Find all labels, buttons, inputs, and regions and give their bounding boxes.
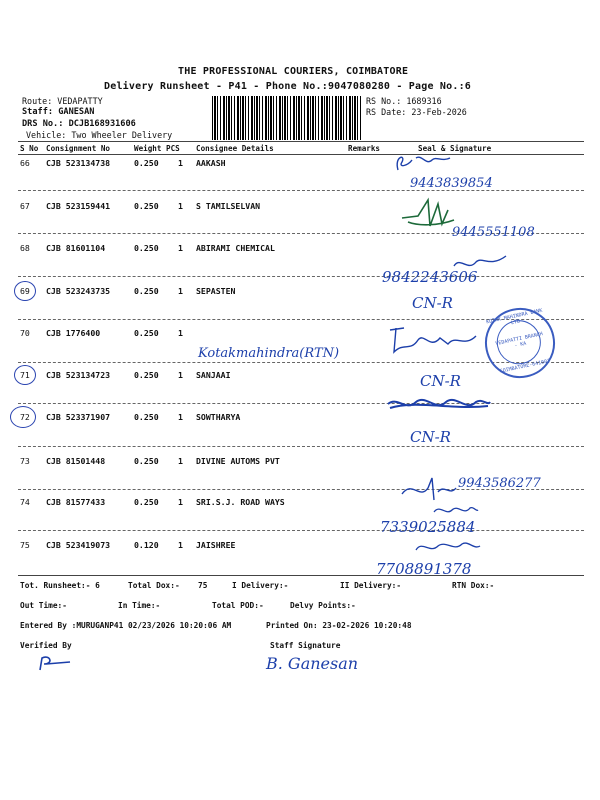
handwritten-phone-68: 9842243606 bbox=[382, 268, 478, 286]
row-weight: 0.250 bbox=[134, 286, 159, 296]
rtn-dox: RTN Dox:- bbox=[452, 581, 495, 590]
company-title: THE PROFESSIONAL COURIERS, COIMBATORE bbox=[178, 66, 409, 77]
row-consignee: JAISHREE bbox=[196, 540, 236, 550]
handwritten-phone-74: 7339025884 bbox=[380, 518, 476, 536]
row-consignment: CJB 523134723 bbox=[46, 370, 111, 380]
row-consignee: SANJAAI bbox=[196, 370, 231, 380]
in-time: In Time:- bbox=[118, 601, 161, 610]
total-pod: Total POD:- bbox=[212, 601, 264, 610]
row-divider bbox=[18, 276, 584, 277]
row-consignment: CJB 523159441 bbox=[46, 201, 111, 211]
row-sno: 69 bbox=[20, 286, 30, 296]
handwritten-note-70: Kotakmahindra(RTN) bbox=[198, 346, 340, 361]
staff-signature: B. Ganesan bbox=[266, 654, 359, 673]
total-dox-value: 75 bbox=[198, 581, 208, 590]
out-time: Out Time:- bbox=[20, 601, 67, 610]
row-consignment: CJB 523371907 bbox=[46, 412, 111, 422]
row-weight: 0.250 bbox=[134, 201, 159, 211]
row-consignee: S TAMILSELVAN bbox=[196, 201, 261, 211]
row-sno: 72 bbox=[20, 412, 30, 422]
row-divider bbox=[18, 446, 584, 447]
row-pcs: 1 bbox=[178, 158, 183, 168]
rs-date: RS Date: 23-Feb-2026 bbox=[366, 107, 467, 117]
entered-by: Entered By :MURUGANP41 02/23/2026 10:20:06 AM bbox=[20, 621, 232, 630]
barcode bbox=[212, 96, 362, 140]
row-divider bbox=[18, 403, 584, 404]
tamil-sig-74 bbox=[430, 502, 480, 518]
row-sno: 70 bbox=[20, 328, 30, 338]
bank-stamp: KOTAK MAHINDRA BANK LTD VEDAPATTI BRANCH - KA COIMBATORE-641007 bbox=[478, 301, 561, 384]
row-consignment: CJB 81501448 bbox=[46, 456, 106, 466]
col-consignment: Consignment No bbox=[46, 144, 111, 153]
row-sno: 67 bbox=[20, 201, 30, 211]
row-pcs: 1 bbox=[178, 201, 183, 211]
scribble-72 bbox=[384, 394, 494, 414]
row-consignee: DIVINE AUTOMS PVT bbox=[196, 456, 280, 466]
row-consignee: SRI.S.J. ROAD WAYS bbox=[196, 497, 285, 507]
handwritten-cnr-72: CN-R bbox=[410, 428, 451, 446]
handwritten-phone-73: 9943586277 bbox=[458, 476, 541, 491]
handwritten-cnr-71: CN-R bbox=[420, 372, 461, 390]
total-dox-label: Total Dox:- bbox=[128, 581, 180, 590]
row-consignment: CJB 523134738 bbox=[46, 158, 111, 168]
row-weight: 0.250 bbox=[134, 158, 159, 168]
row-pcs: 1 bbox=[178, 412, 183, 422]
signature-66 bbox=[392, 152, 462, 174]
printed-on: Printed On: 23-02-2026 10:20:48 bbox=[266, 621, 412, 630]
row-weight: 0.250 bbox=[134, 412, 159, 422]
handwritten-phone-75: 7708891378 bbox=[376, 560, 472, 578]
tamil-sig-75 bbox=[412, 538, 482, 556]
row-consignee: SOWTHARYA bbox=[196, 412, 241, 422]
row-consignee: AAKASH bbox=[196, 158, 226, 168]
header-rule-top bbox=[18, 141, 584, 142]
col-weight-pcs: Weight PCS bbox=[134, 144, 180, 153]
row-weight: 0.250 bbox=[134, 456, 159, 466]
row-sno: 74 bbox=[20, 497, 30, 507]
row-sno: 71 bbox=[20, 370, 30, 380]
ii-delivery: II Delivery:- bbox=[340, 581, 402, 590]
table-rule-bottom bbox=[18, 575, 584, 576]
row-weight: 0.250 bbox=[134, 328, 159, 338]
row-consignment: CJB 81601104 bbox=[46, 243, 106, 253]
row-sno: 66 bbox=[20, 158, 30, 168]
row-weight: 0.250 bbox=[134, 243, 159, 253]
row-sno: 68 bbox=[20, 243, 30, 253]
row-consignment: CJB 523419073 bbox=[46, 540, 111, 550]
row-pcs: 1 bbox=[178, 328, 183, 338]
row-consignee: SEPASTEN bbox=[196, 286, 236, 296]
runsheet-heading: Delivery Runsheet - P41 - Phone No.:9047080280 - Page No.:6 bbox=[104, 81, 472, 92]
tot-runsheet: Tot. Runsheet:- 6 bbox=[20, 581, 100, 590]
route-label: Route: VEDAPATTY bbox=[22, 96, 103, 106]
row-consignment: CJB 523243735 bbox=[46, 286, 111, 296]
handwritten-cnr-69: CN-R bbox=[412, 294, 453, 312]
i-delivery: I Delivery:- bbox=[232, 581, 289, 590]
signature-67 bbox=[398, 196, 458, 232]
col-remarks: Remarks bbox=[348, 144, 381, 153]
header-rule-bottom bbox=[18, 154, 584, 155]
verifier-signature bbox=[34, 654, 74, 674]
staff-signature-label: Staff Signature bbox=[270, 641, 341, 650]
row-sno: 75 bbox=[20, 540, 30, 550]
row-consignment: CJB 1776400 bbox=[46, 328, 101, 338]
row-pcs: 1 bbox=[178, 497, 183, 507]
vehicle-label: Vehicle: Two Wheeler Delivery bbox=[26, 130, 173, 140]
col-sno: S No bbox=[20, 144, 39, 153]
row-sno: 73 bbox=[20, 456, 30, 466]
row-pcs: 1 bbox=[178, 456, 183, 466]
row-pcs: 1 bbox=[178, 243, 183, 253]
col-consignee: Consignee Details bbox=[196, 144, 274, 153]
row-divider bbox=[18, 530, 584, 531]
staff-label: Staff: GANESAN bbox=[22, 107, 95, 117]
handwritten-phone-67: 9445551108 bbox=[452, 225, 535, 240]
delvy-points: Delvy Points:- bbox=[290, 601, 356, 610]
verified-by: Verified By bbox=[20, 641, 72, 650]
row-pcs: 1 bbox=[178, 286, 183, 296]
signature-70 bbox=[384, 322, 494, 358]
row-consignment: CJB 81577433 bbox=[46, 497, 106, 507]
row-pcs: 1 bbox=[178, 540, 183, 550]
drs-number: DRS No.: DCJB168931606 bbox=[22, 119, 136, 129]
row-consignee: ABIRAMI CHEMICAL bbox=[196, 243, 275, 253]
row-weight: 0.250 bbox=[134, 370, 159, 380]
row-weight: 0.250 bbox=[134, 497, 159, 507]
signature-73 bbox=[398, 474, 458, 504]
col-seal-signature: Seal & Signature bbox=[418, 144, 492, 153]
rs-number: RS No.: 1689316 bbox=[366, 96, 442, 106]
handwritten-phone-66: 9443839854 bbox=[410, 176, 493, 191]
row-divider bbox=[18, 190, 584, 191]
row-weight: 0.120 bbox=[134, 540, 159, 550]
row-pcs: 1 bbox=[178, 370, 183, 380]
